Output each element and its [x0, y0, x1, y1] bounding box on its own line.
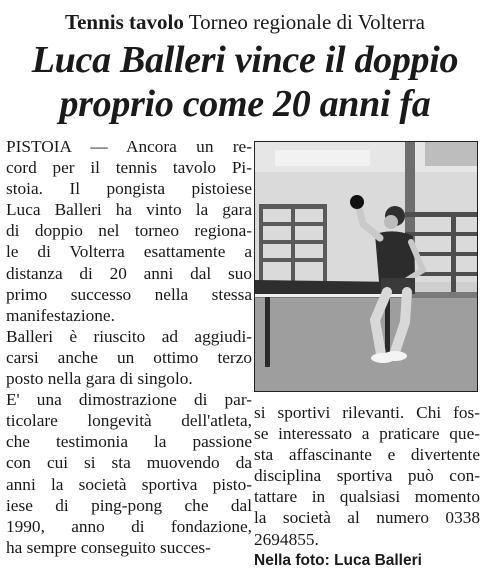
body-line: iese di ping-pong che dal: [6, 495, 252, 515]
headline: [0, 38, 490, 126]
section-label: Tennis tavolo: [65, 10, 184, 34]
body-line: ticolare longevità dell'atleta,: [6, 411, 252, 431]
body-line: posto nella gara di singolo.: [6, 369, 193, 389]
article-column-right: [254, 402, 480, 571]
photo-caption: Nella foto: Luca Balleri: [254, 551, 422, 569]
body-line: primo successo nella stessa: [6, 284, 252, 304]
kicker-subtitle: Torneo regionale di Volterra: [188, 10, 425, 34]
body-line: sta affascinante e divertente: [254, 445, 480, 465]
body-line: cord per il tennis tavolo Pi-: [6, 158, 252, 178]
body-line: se interessato a praticare que-: [254, 424, 480, 444]
body-line: con cui si sta muovendo da: [6, 453, 252, 473]
body-line: di doppio nel torneo regiona-: [6, 221, 252, 241]
headline-line-2: proprio come 20 anni fa: [59, 83, 431, 125]
body-line: E' una dimostrazione di par-: [6, 390, 252, 410]
body-line: ha sempre conseguito succes-: [6, 537, 211, 557]
body-line: manifestazione.: [6, 305, 115, 325]
body-line: distanza di 20 anni dal suo: [6, 263, 252, 283]
body-line: la società al numero 0338: [254, 508, 480, 528]
body-line: le di Volterra esattamente a: [6, 242, 252, 262]
body-line: Balleri è riuscito ad aggiudi-: [6, 326, 252, 346]
body-line: disciplina sportiva può con-: [254, 466, 480, 486]
body-line: carsi anche un ottimo terzo: [6, 347, 252, 367]
body-line: tattare in qualsiasi momento: [254, 487, 480, 507]
article-kicker: [0, 10, 490, 35]
body-line: 1990, anno di fondazione,: [6, 516, 252, 536]
body-line: si sportivi rilevanti. Chi fos-: [254, 403, 480, 422]
body-line: Luca Balleri ha vinto la gara: [6, 200, 252, 220]
body-line: PISTOIA — Ancora un re-: [6, 137, 252, 156]
article-photo: [254, 141, 478, 392]
photo-table-tennis-player: [255, 142, 477, 391]
body-line: stoia. Il pongista pistoiese: [6, 179, 252, 199]
headline-line-1: Luca Balleri vince il doppio: [31, 39, 459, 81]
body-line: 2694855.: [254, 529, 319, 549]
body-line: anni la società sportiva pisto-: [6, 474, 252, 494]
article-column-left: [6, 136, 252, 558]
body-line: che testimonia la passione: [6, 432, 252, 452]
